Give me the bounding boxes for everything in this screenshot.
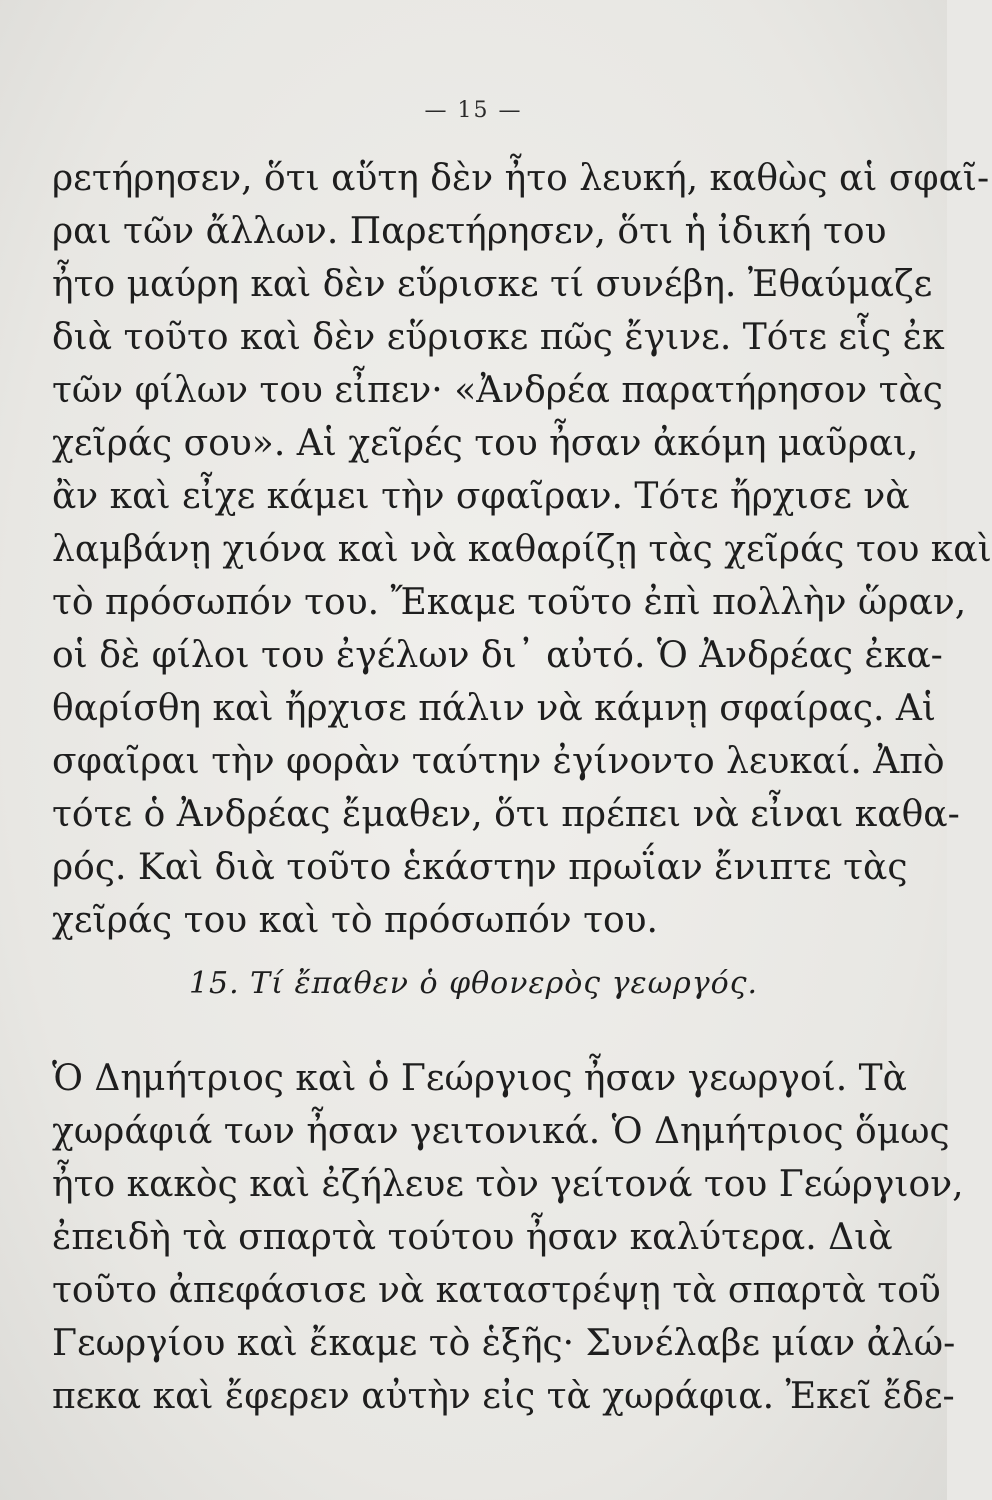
text-line: ἐπειδὴ τὰ σπαρτὰ τούτου ἦσαν καλύτερα. Διὰ: [52, 1217, 893, 1258]
text-line: Ὁ Δημήτριος καὶ ὁ Γεώργιος ἦσαν γεωργοί. Τὰ: [52, 1058, 907, 1099]
text-line: χεῖράς του καὶ τὸ πρόσωπόν του.: [52, 900, 658, 941]
text-line: ἂν καὶ εἶχε κάμει τὴν σφαῖραν. Τότε ἤρχισε νὰ: [52, 476, 910, 517]
text-line: ρός. Καὶ διὰ τοῦτο ἑκάστην πρωΐαν ἔνιπτε τὰς: [52, 847, 908, 888]
text-line: τότε ὁ Ἀνδρέας ἔμαθεν, ὅτι πρέπει νὰ εἶναι καθα-: [52, 794, 960, 835]
text-line: τοῦτο ἀπεφάσισε νὰ καταστρέψῃ τὰ σπαρτὰ τοῦ: [52, 1270, 941, 1311]
page-number: — 15 —: [424, 98, 523, 123]
paragraph-continuation: [52, 152, 992, 947]
text-line: χωράφιά των ἦσαν γειτονικά. Ὁ Δημήτριος ὅμως: [52, 1111, 950, 1152]
section-heading: 15. Τί ἔπαθεν ὁ φθονερὸς γεωργός.: [188, 966, 759, 1001]
text-line: οἱ δὲ φίλοι του ἐγέλων δι᾽ αὐτό. Ὁ Ἀνδρέας ἐκα-: [52, 635, 943, 676]
text-line: ρετήρησεν, ὅτι αὕτη δὲν ἦτο λευκή, καθὼς αἱ σφαῖ-: [52, 158, 990, 199]
text-line: Γεωργίου καὶ ἔκαμε τὸ ἑξῆς· Συνέλαβε μίαν ἀλώ-: [52, 1323, 956, 1364]
text-line: τὸ πρόσωπόν του. Ἔκαμε τοῦτο ἐπὶ πολλὴν ὥραν,: [52, 582, 967, 623]
text-line: ἦτο μαύρη καὶ δὲν εὕρισκε τί συνέβη. Ἐθαύμαζε: [52, 264, 933, 305]
text-line: σφαῖραι τὴν φορὰν ταύτην ἐγίνοντο λευκαί. Ἀπὸ: [52, 741, 945, 782]
text-line: διὰ τοῦτο καὶ δὲν εὕρισκε πῶς ἔγινε. Τότε εἷς ἐκ: [52, 317, 945, 358]
paragraph-section-15: [52, 1052, 964, 1423]
text-line: πεκα καὶ ἔφερεν αὐτὴν εἰς τὰ χωράφια. Ἐκεῖ ἔδε-: [52, 1376, 955, 1417]
text-line: λαμβάνῃ χιόνα καὶ νὰ καθαρίζῃ τὰς χεῖράς του καὶ: [52, 529, 992, 570]
text-line: ἦτο κακὸς καὶ ἐζήλευε τὸν γείτονά του Γεώργιον,: [52, 1164, 964, 1205]
text-line: τῶν φίλων του εἶπεν· «Ἀνδρέα παρατήρησον τὰς: [52, 370, 943, 411]
text-line: ραι τῶν ἄλλων. Παρετήρησεν, ὅτι ἡ ἰδική του: [52, 211, 887, 252]
text-line: θαρίσθη καὶ ἤρχισε πάλιν νὰ κάμνῃ σφαίρας. Αἱ: [52, 688, 937, 729]
text-line: χεῖράς σου». Αἱ χεῖρές του ἦσαν ἀκόμη μαῦραι,: [52, 423, 919, 464]
